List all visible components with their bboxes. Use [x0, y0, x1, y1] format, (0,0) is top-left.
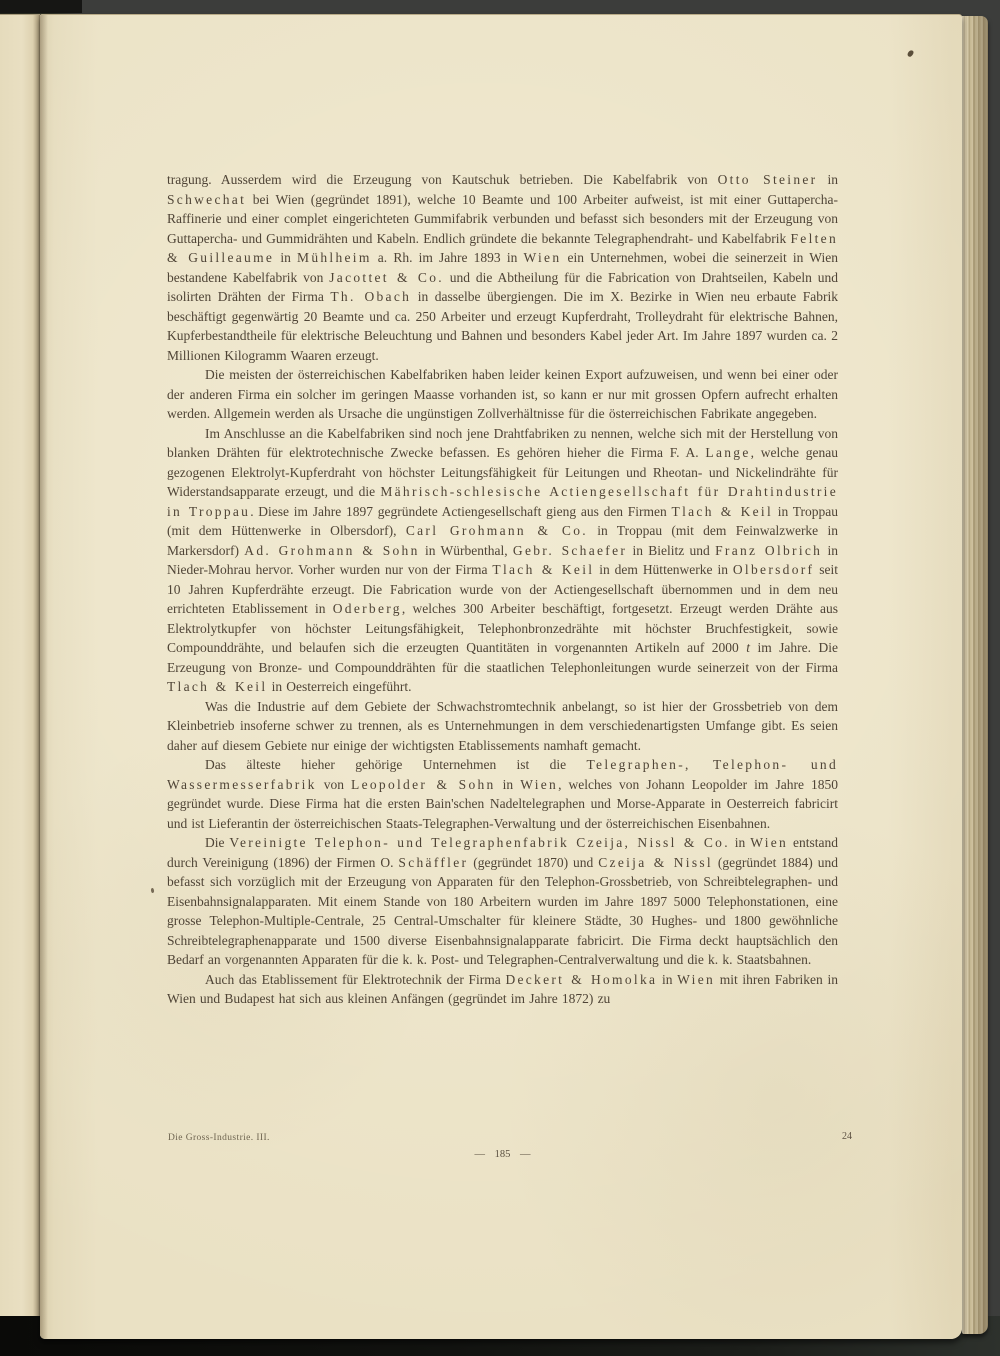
- paragraph: [167, 170, 838, 365]
- text-segment: ein Unternehmen, wobei die seinerzeit in Wien bestandene Kabelfabrik von: [167, 250, 838, 285]
- text-segment: seit 10 Jahren Kupferdrähte erzeugt. Die Fabrication wurde von der Actiengesellschaft übernommen und in dem neu errichteten Etablissement in: [167, 562, 838, 616]
- text-segment: Die: [205, 835, 230, 850]
- text-segment: im Jahre. Die Erzeugung von Bronze- und Compounddrähten für die staatlichen Telephonleitungen wurde seinerzeit von der Firma: [167, 640, 838, 675]
- paragraph: [167, 365, 838, 424]
- letterspaced-name: Wien: [520, 776, 559, 792]
- text-segment: t: [746, 640, 750, 655]
- text-segment: a. Rh. im Jahre 1893 in: [371, 250, 524, 265]
- footer-signature: Die Gross-Industrie. III.: [168, 1133, 270, 1143]
- letterspaced-name: Schäffler: [398, 854, 469, 870]
- text-segment: in: [657, 971, 678, 987]
- text-segment: . Diese im Jahre 1897 gegründete Actiengesellschaft gieng aus den Firmen: [250, 503, 672, 519]
- letterspaced-name: Felten & Guilleaume: [167, 230, 838, 265]
- letterspaced-name: Th. Obach: [330, 289, 412, 304]
- facing-page-edge: [0, 14, 40, 1329]
- page-number: — 185 —: [474, 1149, 531, 1160]
- text-segment: in Troppau (mit dem Feinwalzwerke in Markersdorf): [167, 523, 838, 558]
- text-segment: , welches von Johann Leopolder im Jahre 1850 gegründet wurde. Diese Firma hat die ersten Bain'schen Nadeltelegraphen und Morse-Apparate in Oesterreich fabricirt und ist Lieferantin der österreichischen Staats-Telegraphen-Verwaltung und der österreichischen Eisenbahnen.: [167, 776, 839, 831]
- text-segment: in Bielitz und: [627, 542, 716, 558]
- paragraph: [167, 970, 838, 1009]
- text-segment: in: [495, 776, 521, 792]
- letterspaced-name: Ad. Grohmann & Sohn: [244, 542, 420, 558]
- letterspaced-name: Telegraphen-, Telephon- und Wassermesserfabrik: [167, 757, 839, 792]
- text-segment: Im Anschlusse an die Kabelfabriken sind noch jene Drahtfabriken zu nennen, welche sich mit der Herstellung von blanken Drähten für elektrotechnische Zwecke befassen. Es gehören hieher die Firma F. A.: [167, 425, 838, 460]
- book-page: [40, 14, 962, 1339]
- paragraph: [167, 755, 838, 833]
- paragraph: [167, 424, 838, 697]
- letterspaced-name: Tlach & Keil: [167, 679, 268, 694]
- letterspaced-name: Lange: [705, 445, 751, 460]
- text-segment: (gegründet 1870) und: [468, 854, 599, 870]
- letterspaced-name: Mährisch-schlesische Actiengesellschaft für Drahtindustrie in Troppau: [167, 484, 838, 519]
- text-segment: tragung. Ausserdem wird die Erzeugung von Kautschuk betrieben. Die Kabelfabrik von: [167, 172, 718, 187]
- text-segment: in Nieder-Mohrau hervor. Vorher wurden nur von der Firma: [167, 542, 839, 577]
- letterspaced-name: Wien: [750, 835, 789, 850]
- letterspaced-name: Jacottet & Co.: [329, 269, 444, 285]
- footer-sheet-number: 24: [842, 1131, 852, 1142]
- letterspaced-name: Schwechat: [167, 191, 247, 207]
- letterspaced-name: Deckert & Homolka: [505, 971, 658, 987]
- letterspaced-name: Mühlheim: [297, 250, 372, 265]
- text-segment: Auch das Etablissement für Elektrotechnik der Firma: [205, 971, 506, 987]
- letterspaced-name: Carl Grohmann & Co.: [405, 523, 588, 538]
- text-segment: in Oesterreich eingeführt.: [267, 679, 412, 694]
- text-segment: in dem Hüttenwerke in: [594, 562, 733, 577]
- paragraph: [167, 697, 838, 756]
- text-segment: in: [817, 172, 838, 187]
- text-segment: in Troppau (mit dem Hüttenwerke in Olbersdorf),: [167, 503, 838, 538]
- ink-speck: [150, 888, 154, 894]
- text-segment: von: [316, 776, 352, 792]
- letterspaced-name: Wien: [523, 250, 562, 265]
- text-segment: in: [729, 835, 751, 850]
- letterspaced-name: Gebr. Schaefer: [512, 542, 628, 558]
- text-segment: , welches 300 Arbeiter beschäftigt, fortgesetzt. Erzeugt werden Drähte aus Elektrolytkupfer von höchster Leitungsfähigkeit, Telephonbronzedrähte mit höchster Bruchfestigkeit, sowie Compounddrähte, und belaufen sich die erzeugten Quantitäten in vorgenannten Artikeln auf 2000: [167, 601, 838, 655]
- gutter-shadow: [40, 15, 48, 1339]
- letterspaced-name: Franz Olbrich: [715, 542, 823, 558]
- letterspaced-name: Otto Steiner: [717, 172, 818, 187]
- letterspaced-name: Czeija & Nissl: [598, 854, 713, 870]
- letterspaced-name: Tlach & Keil: [492, 562, 595, 577]
- paragraph: [167, 833, 838, 970]
- text-segment: (gegründet 1884) und befasst sich vorzüglich mit der Erzeugung von Apparaten für den Telephon-Grossbetrieb, von Schreibtelegraphen- und Eisenbahnsignalapparaten. Mit einem Stande von 180 Arbeitern wurden im Jahre 1897 5000 Telephonstationen, eine grosse Telephon-Multiple-Centrale, 25 Central-Umschalter für kleinere Städte, 30 Hughes- und 1800 gewöhnliche Schreibtelegraphenapparate und 1500 diverse Eisenbahnsignalapparate fabricirt. Die Firma deckt hauptsächlich den Bedarf an vorgenannten Apparaten für die k. k. Post- und Telegraphen-Centralverwaltung und die k. k. Staatsbahnen.: [167, 854, 838, 967]
- letterspaced-name: Leopolder & Sohn: [351, 776, 496, 792]
- letterspaced-name: Tlach & Keil: [671, 503, 774, 519]
- letterspaced-name: Oderberg: [332, 601, 402, 616]
- text-segment: bei Wien (gegründet 1891), welche 10 Beamte und 100 Arbeiter aufweist, ist mit einer Guttapercha-Raffinerie und einer complet eingerichteten Gummifabrik verbunden und befasst sich besonders mit der Erzeugung von Guttapercha- und Gummidrähten und Kabeln. Endlich gründete die bekannte Telegraphendraht- und Kabelfabrik: [167, 191, 838, 246]
- text-segment: und die Abtheilung für die Fabrication von Drahtseilen, Kabeln und isolirten Drähten der Firma: [167, 269, 838, 304]
- text-segment: , welche genau gezogenen Elektrolyt-Kupferdraht von höchster Leitungsfähigkeit für Leitungen und Rheotan- und Nickelindrähte für Widerstandsapparate erzeugt, und die: [167, 445, 838, 499]
- letterspaced-name: Wien: [677, 971, 716, 987]
- text-segment: in dasselbe übergiengen. Die im X. Bezirke in Wien neu erbaute Fabrik beschäftigt gegenwärtig 20 Beamte und ca. 250 Arbeiter und erzeugt Kupferdraht, Trolleydraht für elektrische Bahnen, Kupferbestandtheile für elektrische Beleuchtung und Bahnen und besonders Kabel jeder Art. Im Jahre 1897 wurden ca. 2 Millionen Kilogramm Waaren erzeugt.: [167, 289, 838, 363]
- text-segment: Die meisten der österreichischen Kabelfabriken haben leider keinen Export aufzuweisen, und wenn bei einer oder der anderen Firma ein solcher im geringen Maasse vorhanden ist, so kann er nur mit grossen Opfern aufrecht erhalten werden. Allgemein werden als Ursache die ungünstigen Zollverhältnisse für die österreichischen Fabrikate angegeben.: [167, 367, 838, 421]
- letterspaced-name: Olbersdorf: [732, 562, 815, 577]
- page-edge-stack: [962, 16, 988, 1334]
- text-segment: mit ihren Fabriken in Wien und Budapest hat sich aus kleinen Anfängen (gegründet im Jahre 1872) zu: [167, 971, 838, 1006]
- text-segment: in: [274, 250, 298, 265]
- ink-speck: [907, 49, 915, 58]
- body-text: [167, 170, 838, 1009]
- text-segment: Das älteste hieher gehörige Unternehmen ist die: [205, 757, 587, 772]
- text-segment: in Würbenthal,: [419, 542, 513, 558]
- letterspaced-name: Vereinigte Telephon- und Telegraphenfabrik Czeija, Nissl & Co.: [229, 835, 730, 850]
- text-segment: Was die Industrie auf dem Gebiete der Schwachstromtechnik anbelangt, so ist hier der Grossbetrieb von dem Kleinbetrieb insoferne schwer zu trennen, als es Unternehmungen in dem verschiedenartigsten Umfange gibt. Es seien daher auf diesem Gebiete nur einige der wichtigsten Etablissements namhaft gemacht.: [167, 698, 838, 753]
- text-segment: entstand durch Vereinigung (1896) der Firmen O.: [167, 835, 838, 870]
